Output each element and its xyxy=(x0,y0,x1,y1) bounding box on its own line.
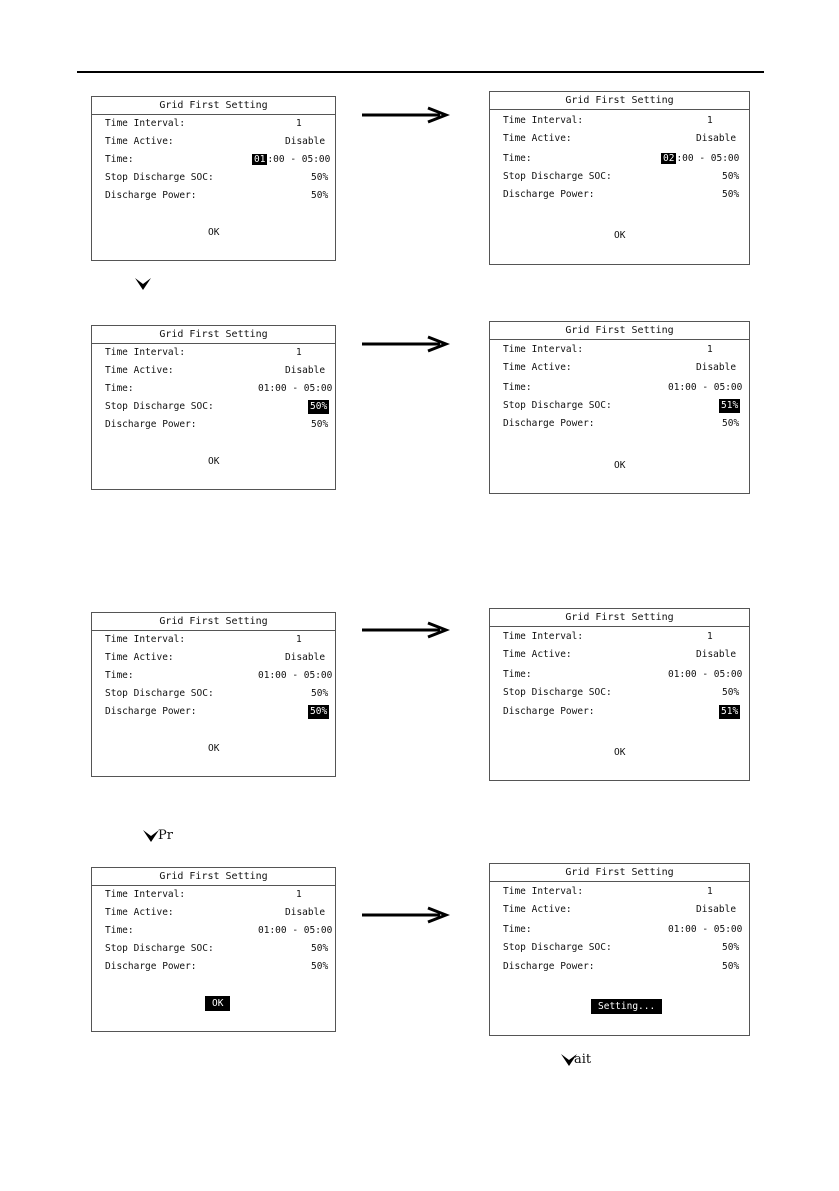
time-rest: :00 - 05:00 xyxy=(267,154,331,165)
time-value[interactable]: 01:00 - 05:00 xyxy=(258,670,333,681)
time-label: Time: xyxy=(105,925,134,936)
screen-title: Grid First Setting xyxy=(92,97,335,115)
soc-label: Stop Discharge SOC: xyxy=(105,688,214,699)
screen-title: Grid First Setting xyxy=(92,613,335,631)
soc-value[interactable]: 50% xyxy=(311,172,329,183)
power-label: Discharge Power: xyxy=(105,419,197,430)
active-label: Time Active: xyxy=(105,365,174,376)
active-label: Time Active: xyxy=(503,904,572,915)
screen-title: Grid First Setting xyxy=(490,92,749,110)
interval-value: 1 xyxy=(296,634,302,645)
time-label: Time: xyxy=(503,924,532,935)
screen-title: Grid First Setting xyxy=(92,326,335,344)
soc-value-selected[interactable]: 50% xyxy=(310,401,328,412)
screen-title: Grid First Setting xyxy=(490,322,749,340)
ok-button[interactable]: OK xyxy=(208,743,220,754)
power-value[interactable]: 50% xyxy=(311,419,329,430)
time-start-field[interactable]: 01 xyxy=(254,154,266,165)
power-label: Discharge Power: xyxy=(105,706,197,717)
time-value[interactable]: 01:00 - 05:00 xyxy=(258,925,333,936)
time-label: Time: xyxy=(105,154,134,165)
soc-label: Stop Discharge SOC: xyxy=(503,687,612,698)
active-label: Time Active: xyxy=(105,907,174,918)
screen-title: Grid First Setting xyxy=(92,868,335,886)
screen-6 xyxy=(489,608,750,781)
header-rule xyxy=(77,71,764,73)
time-value[interactable]: 01:00 - 05:00 xyxy=(668,669,743,680)
soc-value[interactable]: 50% xyxy=(311,943,329,954)
interval-label: Time Interval: xyxy=(503,631,584,642)
press-tag: Pr xyxy=(158,828,173,843)
time-label: Time: xyxy=(105,670,134,681)
right-arrow-icon xyxy=(360,335,450,353)
active-label: Time Active: xyxy=(105,652,174,663)
right-arrow-icon xyxy=(360,106,450,124)
interval-label: Time Interval: xyxy=(503,115,584,126)
screen-4 xyxy=(489,321,750,494)
power-value[interactable]: 50% xyxy=(722,189,740,200)
active-value: Disable xyxy=(285,652,326,663)
active-value: Disable xyxy=(696,362,737,373)
interval-value: 1 xyxy=(296,118,302,129)
active-value: Disable xyxy=(285,907,326,918)
interval-value: 1 xyxy=(707,344,713,355)
ok-button[interactable]: OK xyxy=(614,230,626,241)
time-label: Time: xyxy=(503,382,532,393)
screen-1 xyxy=(91,96,336,261)
screen-3 xyxy=(91,325,336,490)
time-value[interactable]: 01:00 - 05:00 xyxy=(668,924,743,935)
power-label: Discharge Power: xyxy=(503,706,595,717)
active-value: Disable xyxy=(285,365,326,376)
soc-label: Stop Discharge SOC: xyxy=(503,942,612,953)
power-label: Discharge Power: xyxy=(503,189,595,200)
power-value[interactable]: 50% xyxy=(311,961,329,972)
interval-value: 1 xyxy=(296,347,302,358)
soc-value[interactable]: 50% xyxy=(311,688,329,699)
active-label: Time Active: xyxy=(503,362,572,373)
interval-value: 1 xyxy=(707,631,713,642)
soc-label: Stop Discharge SOC: xyxy=(105,172,214,183)
active-value: Disable xyxy=(285,136,326,147)
active-value: Disable xyxy=(696,904,737,915)
soc-label: Stop Discharge SOC: xyxy=(105,401,214,412)
ok-button[interactable]: OK xyxy=(208,227,220,238)
soc-value[interactable]: 50% xyxy=(722,171,740,182)
time-label: Time: xyxy=(503,153,532,164)
interval-value: 1 xyxy=(707,886,713,897)
soc-label: Stop Discharge SOC: xyxy=(503,171,612,182)
power-label: Discharge Power: xyxy=(503,418,595,429)
ok-button[interactable]: OK xyxy=(614,460,626,471)
ok-button[interactable]: OK xyxy=(208,456,220,467)
time-label: Time: xyxy=(105,383,134,394)
interval-label: Time Interval: xyxy=(105,889,186,900)
setting-status: Setting... xyxy=(591,999,662,1014)
interval-label: Time Interval: xyxy=(105,347,186,358)
interval-value: 1 xyxy=(707,115,713,126)
screen-7 xyxy=(91,867,336,1032)
wait-tag: ait xyxy=(574,1052,592,1067)
active-label: Time Active: xyxy=(105,136,174,147)
down-chevron-icon xyxy=(133,276,153,292)
screen-2 xyxy=(489,91,750,265)
power-value-selected[interactable]: 50% xyxy=(310,706,328,717)
interval-value: 1 xyxy=(296,889,302,900)
screen-title: Grid First Setting xyxy=(490,609,749,627)
active-value: Disable xyxy=(696,649,737,660)
power-label: Discharge Power: xyxy=(105,961,197,972)
power-value[interactable]: 50% xyxy=(722,961,740,972)
soc-value[interactable]: 50% xyxy=(722,942,740,953)
screen-8 xyxy=(489,863,750,1036)
time-value[interactable]: 01:00 - 05:00 xyxy=(668,382,743,393)
interval-label: Time Interval: xyxy=(105,634,186,645)
time-label: Time: xyxy=(503,669,532,680)
ok-button-selected[interactable]: OK xyxy=(205,996,230,1011)
soc-value[interactable]: 50% xyxy=(722,687,740,698)
power-label: Discharge Power: xyxy=(105,190,197,201)
ok-button[interactable]: OK xyxy=(614,747,626,758)
power-label: Discharge Power: xyxy=(503,961,595,972)
time-rest: :00 - 05:00 xyxy=(676,153,740,164)
soc-value-selected[interactable]: 51% xyxy=(721,400,739,411)
time-value[interactable]: 01:00 - 05:00 xyxy=(258,383,333,394)
screen-5 xyxy=(91,612,336,777)
power-value[interactable]: 50% xyxy=(311,190,329,201)
interval-label: Time Interval: xyxy=(503,344,584,355)
interval-label: Time Interval: xyxy=(503,886,584,897)
power-value-selected[interactable]: 51% xyxy=(721,706,739,717)
interval-label: Time Interval: xyxy=(105,118,186,129)
time-start-field[interactable]: 02 xyxy=(663,153,675,164)
active-label: Time Active: xyxy=(503,649,572,660)
screen-title: Grid First Setting xyxy=(490,864,749,882)
power-value[interactable]: 50% xyxy=(722,418,740,429)
active-value: Disable xyxy=(696,133,737,144)
right-arrow-icon xyxy=(360,621,450,639)
soc-label: Stop Discharge SOC: xyxy=(105,943,214,954)
soc-label: Stop Discharge SOC: xyxy=(503,400,612,411)
right-arrow-icon xyxy=(360,906,450,924)
active-label: Time Active: xyxy=(503,133,572,144)
